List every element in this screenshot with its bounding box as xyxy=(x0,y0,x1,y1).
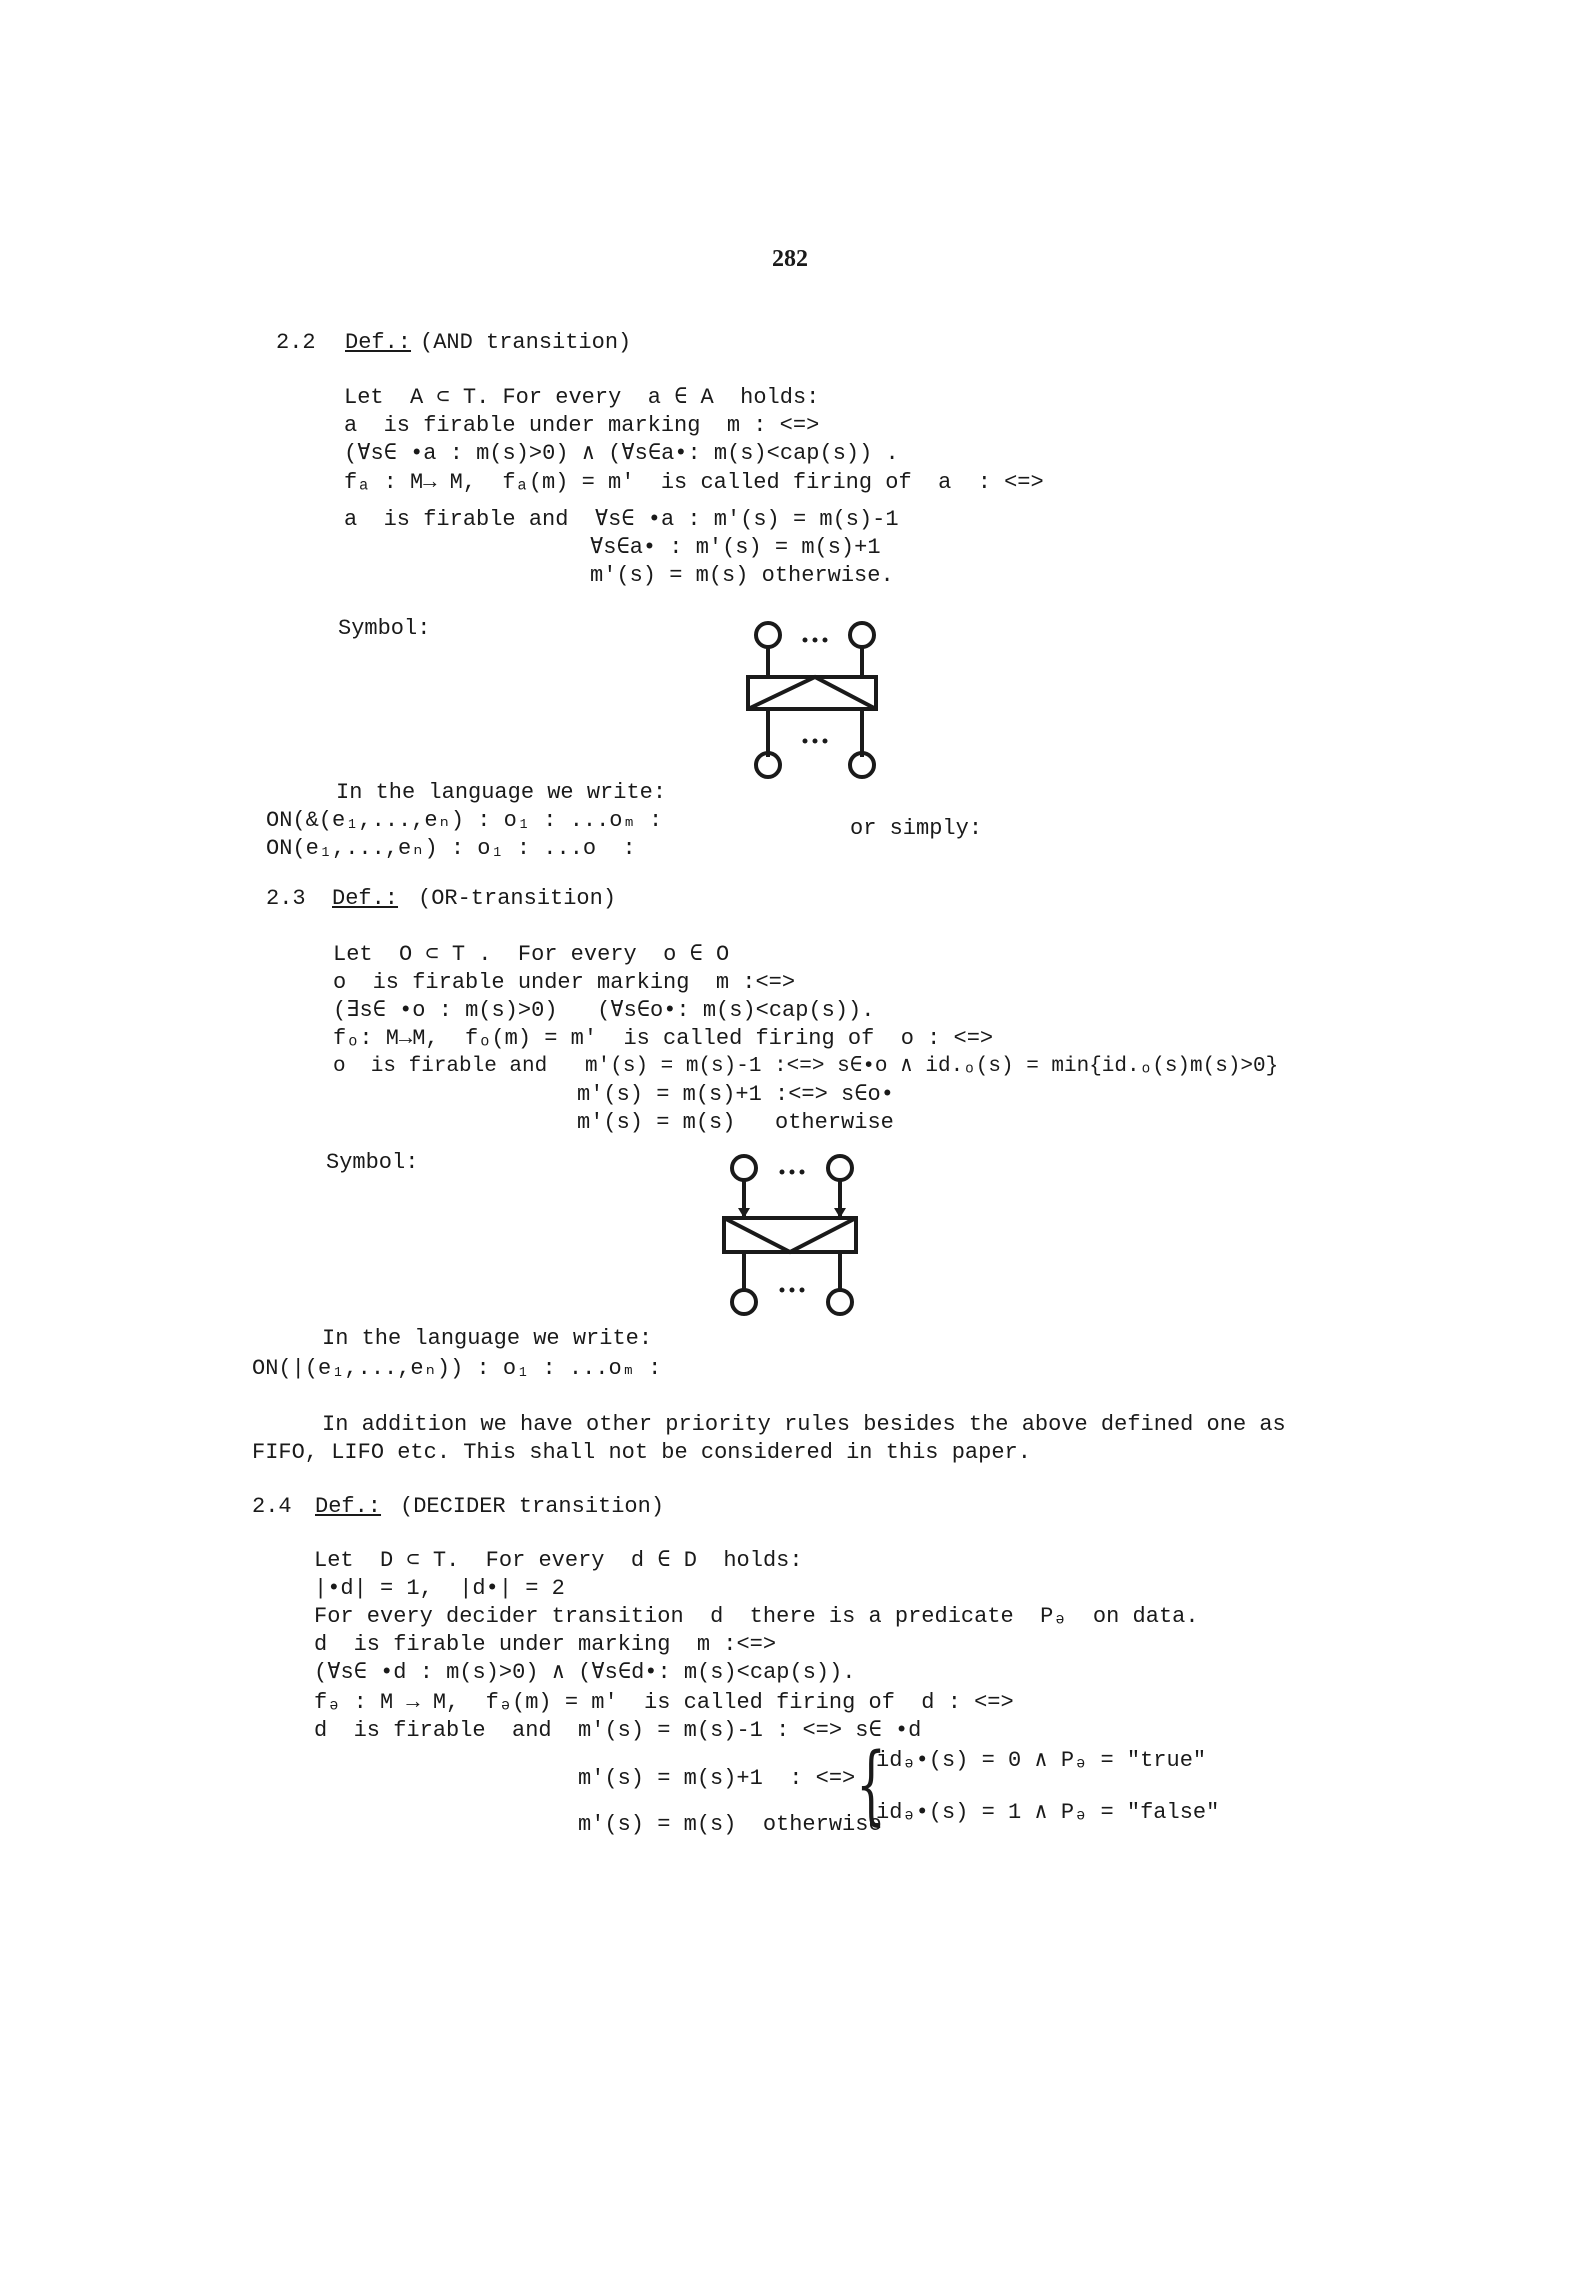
section-number: 2.4 xyxy=(252,1494,292,1519)
case-brace: { xyxy=(856,1735,887,1835)
code-line: ON(e₁,...,eₙ) : o₁ : ...o : xyxy=(266,836,636,861)
text-line: m'(s) = m(s)+1 : <=> xyxy=(578,1766,856,1791)
text-line: d is firable under marking m :<=> xyxy=(314,1632,777,1657)
paragraph-line: In addition we have other priority rules besides the above defined one as xyxy=(322,1412,1286,1437)
text-line: a is firable under marking m : <=> xyxy=(344,413,820,438)
input-place xyxy=(756,623,780,647)
text-line: m'(s) = m(s)+1 :<=> s∈o• xyxy=(577,1082,894,1107)
input-place xyxy=(732,1156,756,1180)
text-line: m'(s) = m(s) otherwise xyxy=(577,1110,894,1135)
symbol-label: Symbol: xyxy=(338,616,431,641)
text-line: (∀s∈ •a : m(s)>0) ∧ (∀s∈a•: m(s)<cap(s)) . xyxy=(344,441,899,466)
text-line: m'(s) = m(s) otherwise. xyxy=(590,563,894,588)
text-line: Let D ⊂ T. For every d ∈ D holds: xyxy=(314,1548,803,1573)
def-label: Def.: xyxy=(315,1494,382,1519)
text-line: fₐ : M→ M, fₐ(m) = m' is called firing of a : <=> xyxy=(344,470,1044,495)
paragraph-line: FIFO, LIFO etc. This shall not be considered in this paper. xyxy=(252,1440,1031,1465)
section-number: 2.3 xyxy=(266,886,306,911)
section-number: 2.2 xyxy=(276,330,316,355)
section-title: (DECIDER transition) xyxy=(400,1494,665,1519)
text-line: In the language we write: xyxy=(336,780,667,805)
text-line: (∃s∈ •o : m(s)>0) (∀s∈o•: m(s)<cap(s)). xyxy=(333,998,875,1023)
symbol-label: Symbol: xyxy=(326,1150,419,1175)
transition-box xyxy=(724,1218,856,1252)
text-line: fₒ: M→M, fₒ(m) = m' is called firing of o : <=> xyxy=(333,1026,994,1051)
def-label: Def.: xyxy=(345,330,412,355)
or-transition-symbol xyxy=(712,1150,872,1320)
input-place xyxy=(828,1156,852,1180)
text-line: fₔ : M → M, fₔ(m) = m' is called firing of d : <=> xyxy=(314,1690,1014,1715)
text-line: Let O ⊂ T . For every o ∈ O xyxy=(333,942,730,967)
output-place xyxy=(732,1290,756,1314)
code-line: ON(&(e₁,...,eₙ) : o₁ : ...oₘ : xyxy=(266,808,663,833)
text-line: or simply: xyxy=(850,816,983,841)
text-line: o is firable and m'(s) = m(s)-1 :<=> s∈•o ∧ id.ₒ(s) = min{id.ₒ(s)m(s)>0} xyxy=(333,1055,1279,1078)
output-place xyxy=(828,1290,852,1314)
and-transition-symbol xyxy=(720,615,880,785)
text-line: a is firable and ∀s∈ •a : m'(s) = m(s)-1 xyxy=(344,507,899,532)
code-line: ON(|(e₁,...,eₙ)) : o₁ : ...oₘ : xyxy=(252,1356,662,1381)
input-place xyxy=(850,623,874,647)
text-line: ∀s∈a• : m'(s) = m(s)+1 xyxy=(590,535,881,560)
text-line: (∀s∈ •d : m(s)>0) ∧ (∀s∈d•: m(s)<cap(s)). xyxy=(314,1660,856,1685)
text-line: o is firable under marking m :<=> xyxy=(333,970,796,995)
text-line: d is firable and m'(s) = m(s)-1 : <=> s∈ •d xyxy=(314,1718,922,1743)
text-line: m'(s) = m(s) otherwise xyxy=(578,1812,882,1837)
case-line: idₔ•(s) = 0 ∧ Pₔ = "true" xyxy=(876,1748,1207,1773)
section-title: (AND transition) xyxy=(420,330,632,355)
section-title: (OR-transition) xyxy=(418,886,617,911)
text-line: In the language we write: xyxy=(322,1326,653,1351)
case-line: idₔ•(s) = 1 ∧ Pₔ = "false" xyxy=(876,1800,1220,1825)
text-line: For every decider transition d there is a predicate Pₔ on data. xyxy=(314,1604,1199,1629)
transition-box xyxy=(748,677,876,709)
text-line: Let A ⊂ T. For every a ∈ A holds: xyxy=(344,385,820,410)
text-line: |•d| = 1, |d•| = 2 xyxy=(314,1576,565,1601)
page-number: 282 xyxy=(772,246,808,272)
def-label: Def.: xyxy=(332,886,399,911)
